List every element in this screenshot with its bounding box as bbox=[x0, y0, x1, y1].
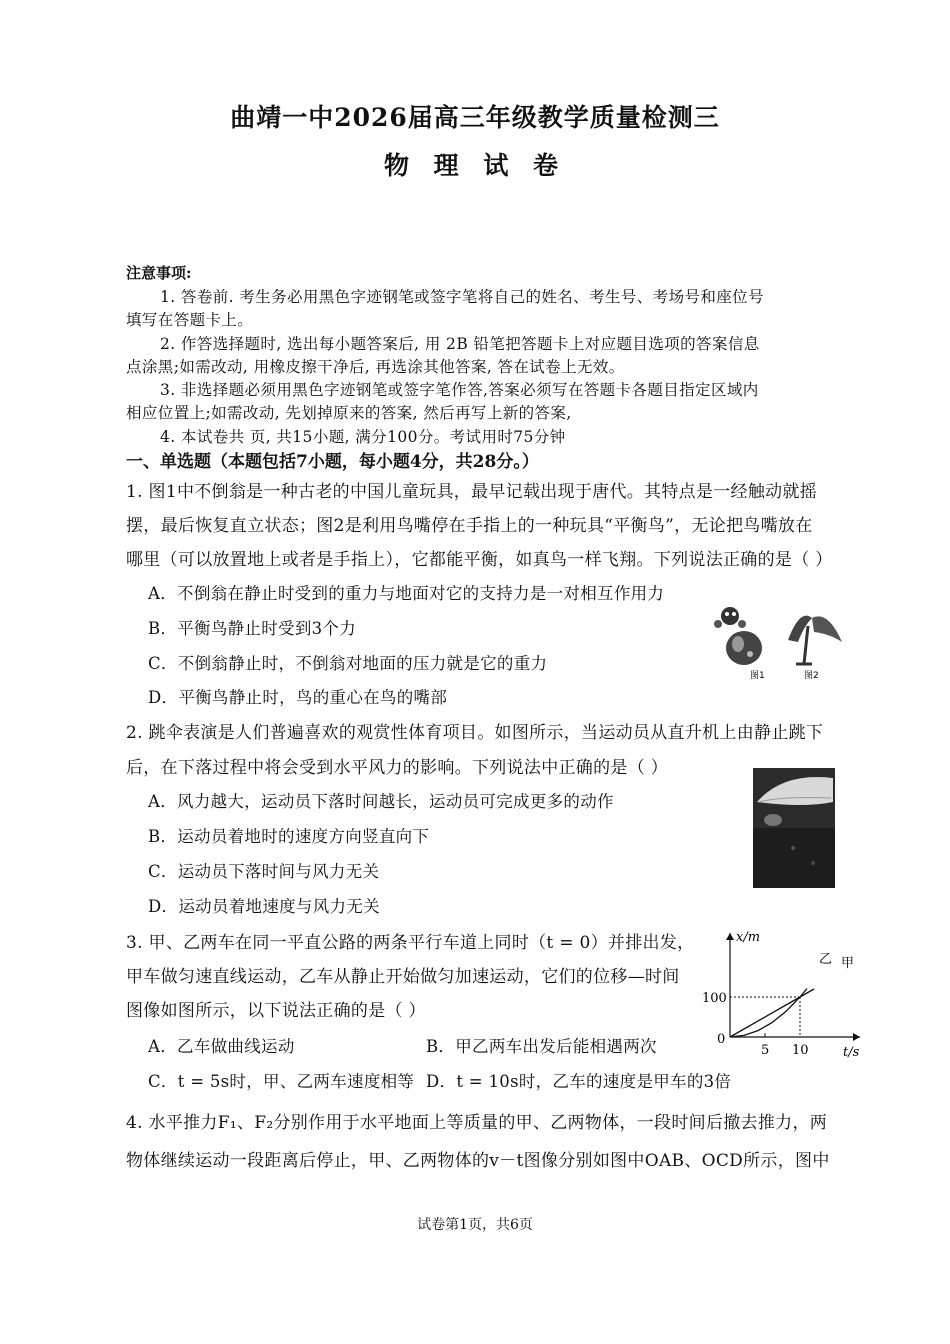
xt-graph bbox=[700, 925, 870, 1060]
note-line: 4. 本试卷共 页, 共15小题, 满分100分。考试用时75分钟 bbox=[160, 428, 566, 446]
q3-option-d: D．t = 10s时，乙车的速度是甲车的3倍 bbox=[426, 1072, 732, 1091]
q1-text: 摆，最后恢复直立状态；图2是利用鸟嘴停在手指上的一种玩具“平衡鸟”，无论把鸟嘴放在 bbox=[126, 516, 813, 536]
q2-text: 后，在下落过程中将会受到水平风力的影响。下列说法中正确的是（ ） bbox=[126, 758, 669, 778]
q1-option-b: B．平衡鸟静止时受到3个力 bbox=[148, 619, 357, 638]
q4-text: 物体继续运动一段距离后停止，甲、乙两物体的v－t图像分别如图中OAB、OCD所示，图中 bbox=[126, 1151, 830, 1171]
label-yi: 乙 bbox=[819, 952, 833, 967]
x-tick-5: 5 bbox=[761, 1043, 770, 1058]
q1-option-d: D．平衡鸟静止时，鸟的重心在鸟的嘴部 bbox=[148, 688, 448, 707]
q4-text: 4. 水平推力F₁、F₂分别作用于水平地面上等质量的甲、乙两物体，一段时间后撤去推力，两 bbox=[126, 1113, 828, 1133]
q1-figure bbox=[700, 598, 850, 683]
fig2-label: 图2 bbox=[804, 671, 819, 681]
page-footer: 试卷第1页，共6页 bbox=[417, 1217, 533, 1233]
note-line: 点涂黑;如需改动, 用橡皮擦干净后, 再选涂其他答案, 答在试卷上无效。 bbox=[126, 358, 625, 376]
section-heading: 一、单选题（本题包括7小题，每小题4分，共28分。） bbox=[126, 452, 539, 472]
q2-option-a: A．风力越大，运动员下落时间越长，运动员可完成更多的动作 bbox=[148, 792, 614, 811]
balance-bird-image bbox=[788, 616, 842, 664]
fig1-label: 图1 bbox=[750, 671, 765, 681]
y-tick-100: 100 bbox=[702, 991, 727, 1006]
q3-text: 3. 甲、乙两车在同一平直公路的两条平行车道上同时（t = 0）并排出发， bbox=[126, 933, 695, 953]
q2-text: 2. 跳伞表演是人们普遍喜欢的观赏性体育项目。如图所示，当运动员从直升机上由静止跳下 bbox=[126, 723, 824, 743]
note-line: 3. 非选择题必须用黑色字迹钢笔或签字笔作答,答案必须写在答题卡各题目指定区域内 bbox=[160, 381, 759, 399]
note-line: 填写在答题卡上。 bbox=[126, 311, 254, 329]
y-axis-arrow bbox=[726, 933, 734, 940]
note-line: 相应位置上;如需改动, 先划掉原来的答案, 然后再写上新的答案, bbox=[126, 404, 572, 422]
q3-option-a: A．乙车做曲线运动 bbox=[148, 1037, 295, 1056]
origin-label: 0 bbox=[717, 1032, 726, 1047]
note-line: 1. 答卷前. 考生务必用黑色字迹钢笔或签字笔将自己的姓名、考生号、考场号和座位号 bbox=[160, 288, 764, 306]
notes-heading: 注意事项: bbox=[126, 264, 192, 282]
q3-option-c: C．t = 5s时，甲、乙两车速度相等 bbox=[148, 1072, 415, 1091]
note-line: 2. 作答选择题时, 选出每小题答案后, 用 2B 铅笔把答题卡上对应题目选项的答案信息 bbox=[160, 335, 760, 353]
label-jia: 甲 bbox=[841, 956, 855, 971]
q3-text: 甲车做匀速直线运动，乙车从静止开始做匀加速运动，它们的位移—时间 bbox=[126, 967, 680, 987]
q1-text: 哪里（可以放置地上或者是手指上），它都能平衡，如真鸟一样飞翔。下列说法正确的是（ ） bbox=[126, 550, 833, 570]
x-tick-10: 10 bbox=[792, 1043, 809, 1058]
x-axis-label: t/s bbox=[843, 1045, 860, 1060]
q2-option-b: B．运动员着地时的速度方向竖直向下 bbox=[148, 827, 430, 846]
q1-option-c: C．不倒翁静止时，不倒翁对地面的压力就是它的重力 bbox=[148, 654, 548, 673]
exam-subject: 物 理 试 卷 bbox=[383, 151, 567, 180]
y-axis-label: x/m bbox=[736, 930, 761, 945]
q2-option-c: C．运动员下落时间与风力无关 bbox=[148, 862, 380, 881]
x-axis-arrow bbox=[853, 1033, 860, 1041]
exam-title: 曲靖一中2026届高三年级教学质量检测三 bbox=[230, 103, 720, 132]
q2-option-d: D．运动员着地速度与风力无关 bbox=[148, 897, 380, 916]
q3-text: 图像如图所示，以下说法正确的是（ ） bbox=[126, 1001, 426, 1021]
q3-option-b: B．甲乙两车出发后能相遇两次 bbox=[426, 1037, 657, 1056]
parachute-photo bbox=[753, 768, 835, 888]
q1-option-a: A．不倒翁在静止时受到的重力与地面对它的支持力是一对相互作用力 bbox=[148, 584, 665, 603]
tumbler-toy-image bbox=[714, 607, 762, 665]
q1-text: 1. 图1中不倒翁是一种古老的中国儿童玩具，最早记载出现于唐代。其特点是一经触动就摇 bbox=[126, 482, 818, 502]
